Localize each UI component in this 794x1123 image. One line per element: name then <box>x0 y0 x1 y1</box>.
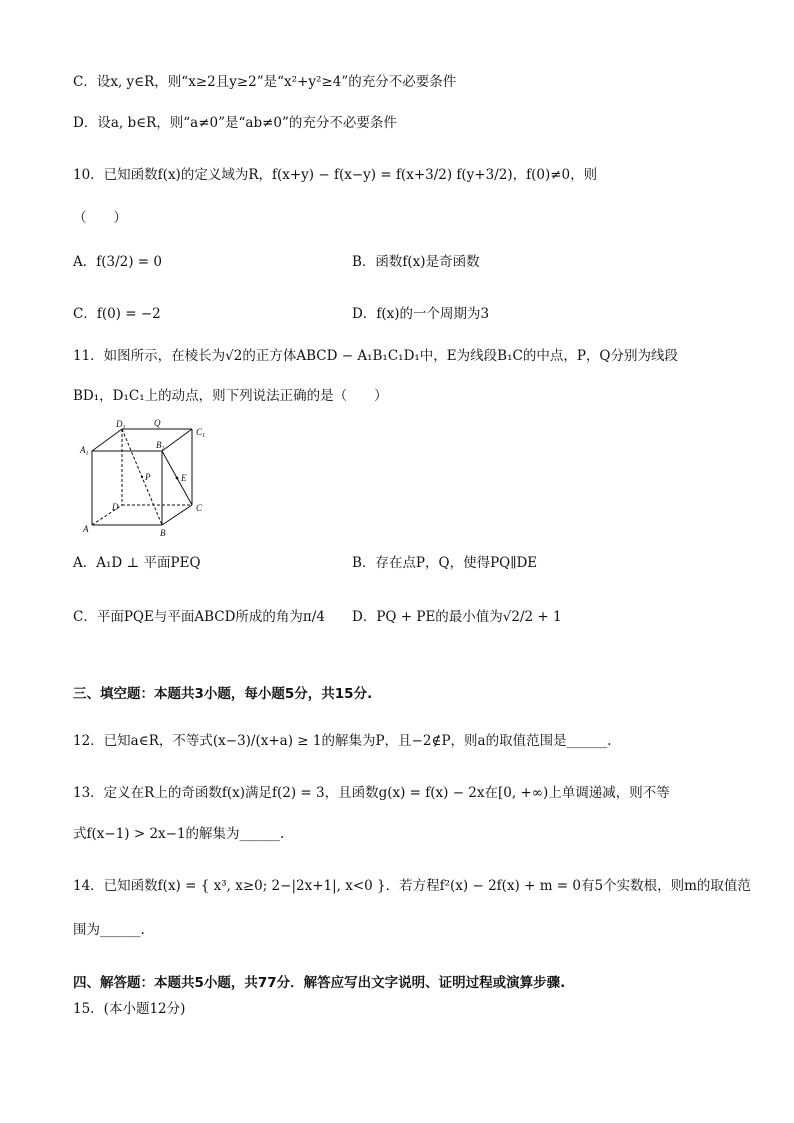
label-d: D <box>112 502 119 512</box>
question-11-stem-2: BD₁，D₁C₁上的动点，则下列说法正确的是（ ） <box>73 388 388 404</box>
option-c-q9: C．设x, y∈R，则“x≥2且y≥2”是“x²+y²≥4”的充分不必要条件 <box>73 74 457 90</box>
question-10-stem: 10．已知函数f(x)的定义域为R，f(x+y) − f(x−y) = f(x+3/2) f(y+3/2)，f(0)≠0，则 <box>73 167 598 183</box>
svg-text:C1: $C_1$ <box>196 427 206 439</box>
label-p: P <box>145 472 151 482</box>
section-3-heading: 三、填空题：本题共3小题，每小题5分，共15分. <box>73 686 373 702</box>
question-12: 12．已知a∈R，不等式(x−3)/(x+a) ≥ 1的解集为P，且−2∉P，则a的取值范围是______. <box>73 733 612 749</box>
label-c: C <box>196 503 203 513</box>
option-c-q10: C．f(0) = −2 <box>73 306 161 322</box>
svg-text:A1: $A_1$ <box>80 445 89 457</box>
label-a: A <box>83 524 89 534</box>
section-4-heading: 四、解答题：本题共5小题，共77分．解答应写出文字说明、证明过程或演算步骤. <box>73 975 566 991</box>
question-14-line-2: 围为______. <box>73 922 145 938</box>
label-b: B <box>160 528 166 538</box>
option-c-q11: C．平面PQE与平面ABCD所成的角为π/4 <box>73 609 325 625</box>
point-p <box>141 476 143 478</box>
option-b-q11: B．存在点P，Q，使得PQ∥DE <box>352 555 538 571</box>
label-c1: C <box>196 427 203 437</box>
option-b-q10: B．函数f(x)是奇函数 <box>352 254 480 270</box>
question-14: 14．已知函数f(x) = { x³, x≥0; 2−|2x+1|, x<0 }．若方程f²(x) − 2f(x) + m = 0有5个实数根，则m的取值范 <box>73 878 751 894</box>
option-a-q11: A．A₁D ⊥ 平面PEQ <box>73 555 201 571</box>
svg-text:B1: $B_1$ <box>156 440 165 452</box>
question-13: 13．定义在R上的奇函数f(x)满足f(2) = 3，且函数g(x) = f(x) − 2x在[0, +∞)上单调递减，则不等 <box>73 785 670 801</box>
question-10-paren: （ ） <box>73 210 127 226</box>
label-b1: B <box>156 440 162 450</box>
label-e: E <box>181 473 187 483</box>
option-d-q11: D．PQ + PE的最小值为√2/2 + 1 <box>352 609 562 625</box>
point-e <box>176 477 179 480</box>
cube-figure <box>78 415 218 545</box>
option-d-q10: D．f(x)的一个周期为3 <box>352 306 490 322</box>
question-13-line-2: 式f(x−1) > 2x−1的解集为______. <box>73 826 285 842</box>
label-a1: A <box>80 445 86 455</box>
question-11-stem: 11．如图所示，在棱长为√2的正方体ABCD − A₁B₁C₁D₁中，E为线段B₁C的中点，P，Q分别为线段 <box>73 348 678 364</box>
label-d1: D <box>116 419 123 429</box>
option-d-q9: D．设a, b∈R，则“a≠0”是“ab≠0”的充分不必要条件 <box>73 115 397 131</box>
svg-text:D1: $D_1$ <box>116 419 126 431</box>
label-q: Q <box>154 418 161 428</box>
question-15: 15．(本小题12分) <box>73 1001 186 1017</box>
option-a-q10: A．f(3/2) = 0 <box>73 254 162 270</box>
